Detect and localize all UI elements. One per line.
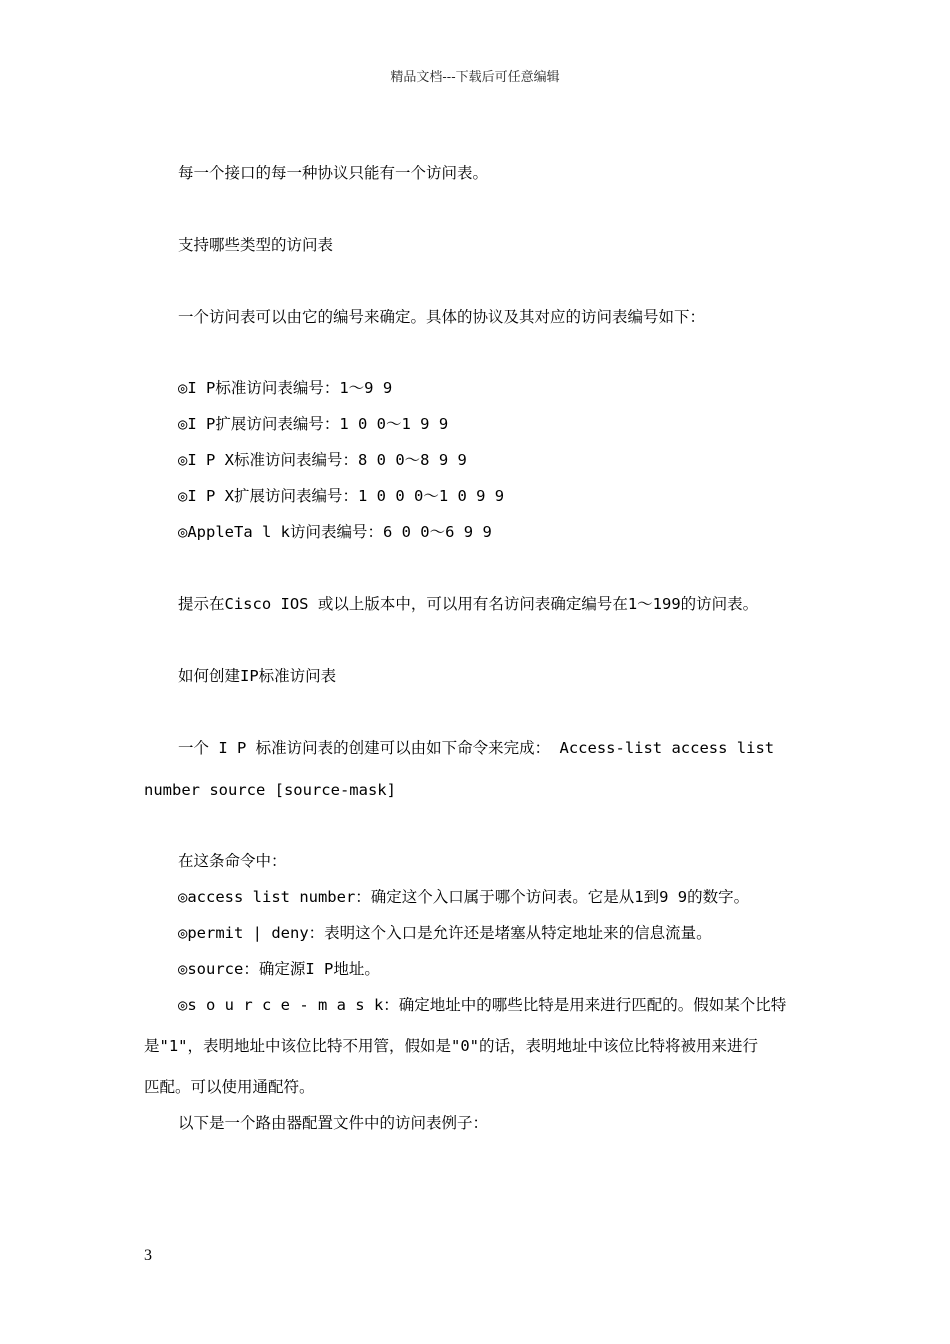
list-item-appletalk: ◎AppleTa l k访问表编号：6 0 0～6 9 9 <box>178 523 492 541</box>
param-source-mask-continued-1: 是"1"，表明地址中该位比特不用管，假如是"0"的话，表明地址中该位比特将被用来进行 <box>144 1037 758 1055</box>
tip-paragraph: 提示在Cisco IOS 或以上版本中，可以用有名访问表确定编号在1～199的访问表。 <box>178 595 759 613</box>
param-permit-deny: ◎permit | deny：表明这个入口是允许还是堵塞从特定地址来的信息流量。 <box>178 924 712 942</box>
section-heading-supported-types: 支持哪些类型的访问表 <box>178 236 334 254</box>
param-source-mask: ◎s o u r c e - m a s k：确定地址中的哪些比特是用来进行匹配的。假如某个比特 <box>178 996 787 1014</box>
paragraph-number-identifies-list: 一个访问表可以由它的编号来确定。具体的协议及其对应的访问表编号如下： <box>178 308 706 326</box>
list-item-ip-extended: ◎I P扩展访问表编号：1 0 0～1 9 9 <box>178 415 449 433</box>
paragraph-example-intro: 以下是一个路由器配置文件中的访问表例子： <box>178 1114 489 1132</box>
paragraph-one-protocol-per-interface: 每一个接口的每一种协议只能有一个访问表。 <box>178 164 489 182</box>
paragraph-in-this-command: 在这条命令中： <box>178 852 287 870</box>
page-number: 3 <box>144 1247 152 1264</box>
command-paragraph-line-1: 一个 I P 标准访问表的创建可以由如下命令来完成： Access-list access list <box>178 739 775 757</box>
page-header: 精品文档---下载后可任意编辑 <box>390 70 560 85</box>
list-item-ip-standard: ◎I P标准访问表编号：1～9 9 <box>178 379 393 397</box>
command-paragraph-line-2: number source [source-mask] <box>144 781 396 799</box>
param-access-list-number: ◎access list number：确定这个入口属于哪个访问表。它是从1到9 9的数字。 <box>178 888 750 906</box>
section-heading-create-standard-list: 如何创建IP标准访问表 <box>178 667 337 685</box>
list-item-ipx-standard: ◎I P X标准访问表编号：8 0 0～8 9 9 <box>178 451 467 469</box>
param-source-mask-continued-2: 匹配。可以使用通配符。 <box>144 1078 315 1096</box>
param-source: ◎source：确定源I P地址。 <box>178 960 380 978</box>
list-item-ipx-extended: ◎I P X扩展访问表编号：1 0 0 0～1 0 9 9 <box>178 487 505 505</box>
